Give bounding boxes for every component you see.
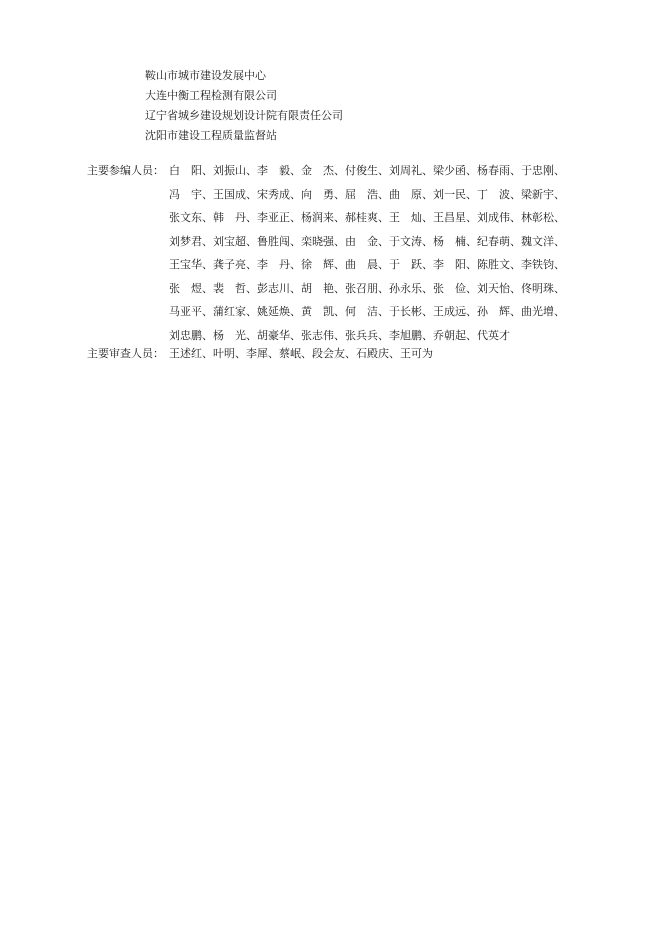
organization-item: 鞍山市城市建设发展中心 xyxy=(145,69,266,82)
organization-item: 沈阳市建设工程质量监督站 xyxy=(145,129,277,142)
organization-item: 辽宁省城乡建设规划设计院有限责任公司 xyxy=(145,109,343,122)
reviewers-label: 主要审查人员： xyxy=(87,347,164,360)
editors-names xyxy=(169,159,599,347)
reviewers-line: 王述红、叶明、李犀、蔡岷、段会友、石殿庆、王可为 xyxy=(169,347,433,360)
editors-line: 冯 宇、王国成、宋秀成、向 勇、屈 浩、曲 原、刘一民、丁 波、梁新宇、 xyxy=(169,187,565,201)
editors-line: 张文东、韩 丹、李亚正、杨润来、郝桂爽、王 灿、王昌星、刘成伟、林彰松、 xyxy=(169,211,565,224)
editors-line: 张 煜、裴 哲、彭志川、胡 艳、张召朋、孙永乐、张 俭、刘天怡、佟明珠、 xyxy=(169,281,565,295)
editors-line: 刘忠鹏、杨 光、胡豪华、张志伟、张兵兵、李旭鹏、乔朝起、代英才 xyxy=(169,328,510,342)
organization-item: 大连中衡工程检测有限公司 xyxy=(145,89,277,102)
reviewers-names xyxy=(169,342,599,366)
editors-line: 刘梦君、刘宝超、鲁胜闯、栾晓强、由 金、于文涛、杨 楠、纪春萌、魏文洋、 xyxy=(169,234,565,248)
organization-list xyxy=(145,66,343,146)
editors-line: 马亚平、蒲红家、姚延焕、黄 凯、何 洁、于长彬、王成远、孙 辉、曲光增、 xyxy=(169,305,565,318)
editors-line: 王宝华、龚子亮、李 丹、徐 辉、曲 晨、于 跃、李 阳、陈胜文、李铁钧、 xyxy=(169,258,565,271)
editors-label: 主要参编人员： xyxy=(87,164,164,177)
editors-line: 白 阳、刘振山、李 毅、金 杰、付俊生、刘周礼、梁少函、杨春雨、于忠刚、 xyxy=(169,164,565,177)
